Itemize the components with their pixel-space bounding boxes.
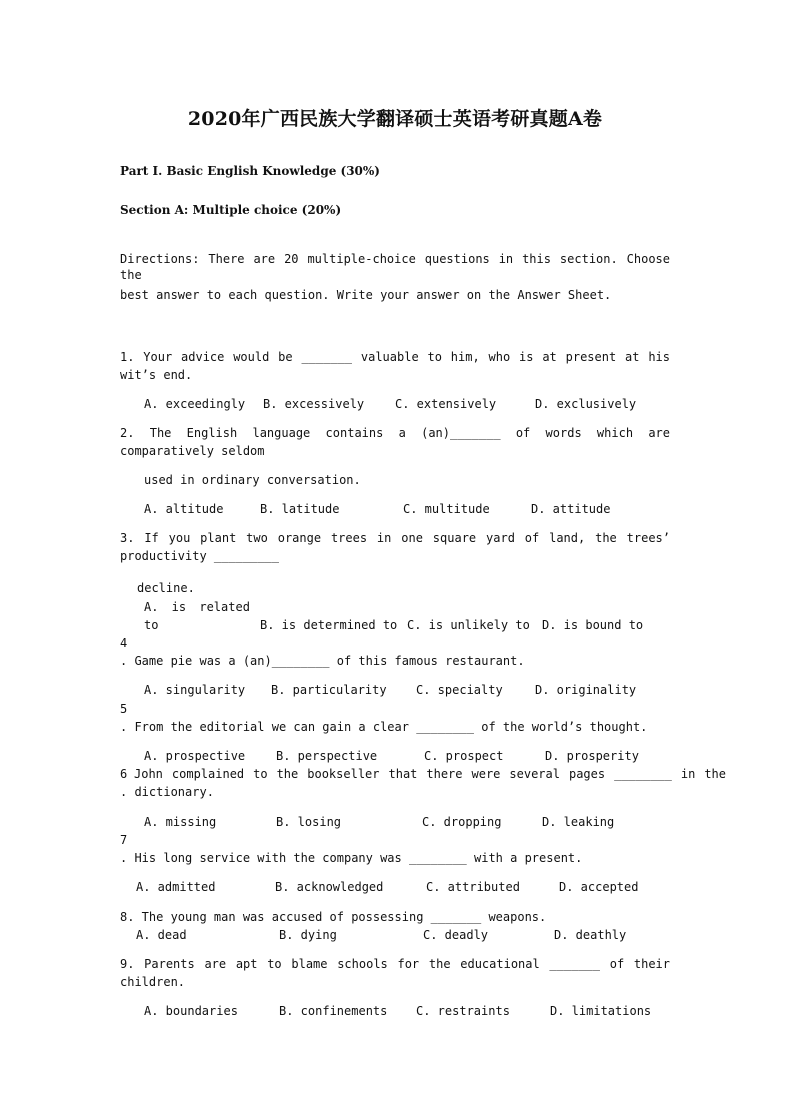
option-c: C. deadly [423,928,489,942]
question-3-options [144,617,643,633]
option-d: D. attitude [531,502,611,516]
option-c: C. extensively [395,397,497,411]
option-c: C. dropping [422,815,502,829]
question-6-number: 6 [120,767,128,781]
question-8-options [136,927,626,943]
question-9-options [144,1003,651,1019]
section-heading: Section A: Multiple choice (20%) [120,203,342,217]
question-6-options [144,814,614,830]
option-c: C. specialty [416,683,503,697]
option-b: B. perspective [276,749,378,763]
option-a: A. boundaries [144,1004,238,1018]
option-b: B. dying [279,928,337,942]
document-title: 2020年广西民族大学翻译硕士英语考研真题A卷 [187,108,603,130]
option-c: C. multitude [403,502,490,516]
option-a-cont: to [144,618,159,632]
option-b: B. confinements [279,1004,388,1018]
option-d: D. originality [535,683,637,697]
option-a: A. admitted [136,880,216,894]
question-1-options [144,396,636,412]
option-a: A. missing [144,815,217,829]
option-b: B. acknowledged [275,880,384,894]
question-2-stem-cont-2: used in ordinary conversation. [144,473,361,487]
question-3-option-a: A. is related [144,600,250,614]
question-4-stem: . Game pie was a (an)________ of this famous restaurant. [120,654,525,668]
option-a: A. singularity [144,683,246,697]
question-1-stem-cont: wit’s end. [120,368,193,382]
directions-line-2: best answer to each question. Write your answer on the Answer Sheet. [120,288,612,302]
option-d: D. deathly [554,928,627,942]
option-d: D. exclusively [535,397,637,411]
option-a: A. exceedingly [144,397,246,411]
option-d: D. is bound to [542,618,644,632]
question-9-stem: 9. Parents are apt to blame schools for the educational _______ of their [120,957,670,971]
question-5-options [144,748,639,764]
question-7-stem: . His long service with the company was ________ with a present. [120,851,583,865]
question-5-stem: . From the editorial we can gain a clear ________ of the world’s thought. [120,720,648,734]
option-c: C. is unlikely to [407,618,530,632]
option-d: D. accepted [559,880,639,894]
option-b: B. excessively [263,397,365,411]
question-3-stem-cont-2: decline. [137,581,195,595]
option-b: B. is determined to [260,618,398,632]
question-7-number: 7 [120,833,128,847]
part-heading: Part I. Basic English Knowledge (30%) [120,164,380,178]
option-a: A. dead [136,928,187,942]
question-9-stem-cont: children. [120,975,186,989]
question-4-number: 4 [120,636,128,650]
question-6-stem: John complained to the bookseller that there were several pages ________ in the [134,767,726,781]
question-1-stem: 1. Your advice would be _______ valuable to him, who is at present at his [120,350,670,364]
option-d: D. leaking [542,815,615,829]
question-4-options [144,682,636,698]
directions-line-1: Directions: There are 20 multiple-choice questions in this section. Choose the [120,252,670,282]
question-2-stem: 2. The English language contains a (an)_______ of words which are [120,426,670,440]
question-7-options [136,879,638,895]
question-3-stem-cont: productivity _________ [120,549,279,563]
question-8-stem: 8. The young man was accused of possessing _______ weapons. [120,910,547,924]
option-c: C. attributed [426,880,520,894]
option-d: D. limitations [550,1004,652,1018]
question-2-stem-cont: comparatively seldom [120,444,265,458]
option-a: A. prospective [144,749,246,763]
option-b: B. losing [276,815,342,829]
option-a: A. altitude [144,502,224,516]
question-2-options [144,501,610,517]
option-b: B. particularity [271,683,387,697]
option-c: C. restraints [416,1004,510,1018]
option-d: D. prosperity [545,749,639,763]
option-c: C. prospect [424,749,504,763]
question-6-stem-cont: . dictionary. [120,785,214,799]
option-b: B. latitude [260,502,340,516]
question-5-number: 5 [120,702,128,716]
question-3-stem: 3. If you plant two orange trees in one square yard of land, the trees’ [120,531,670,545]
